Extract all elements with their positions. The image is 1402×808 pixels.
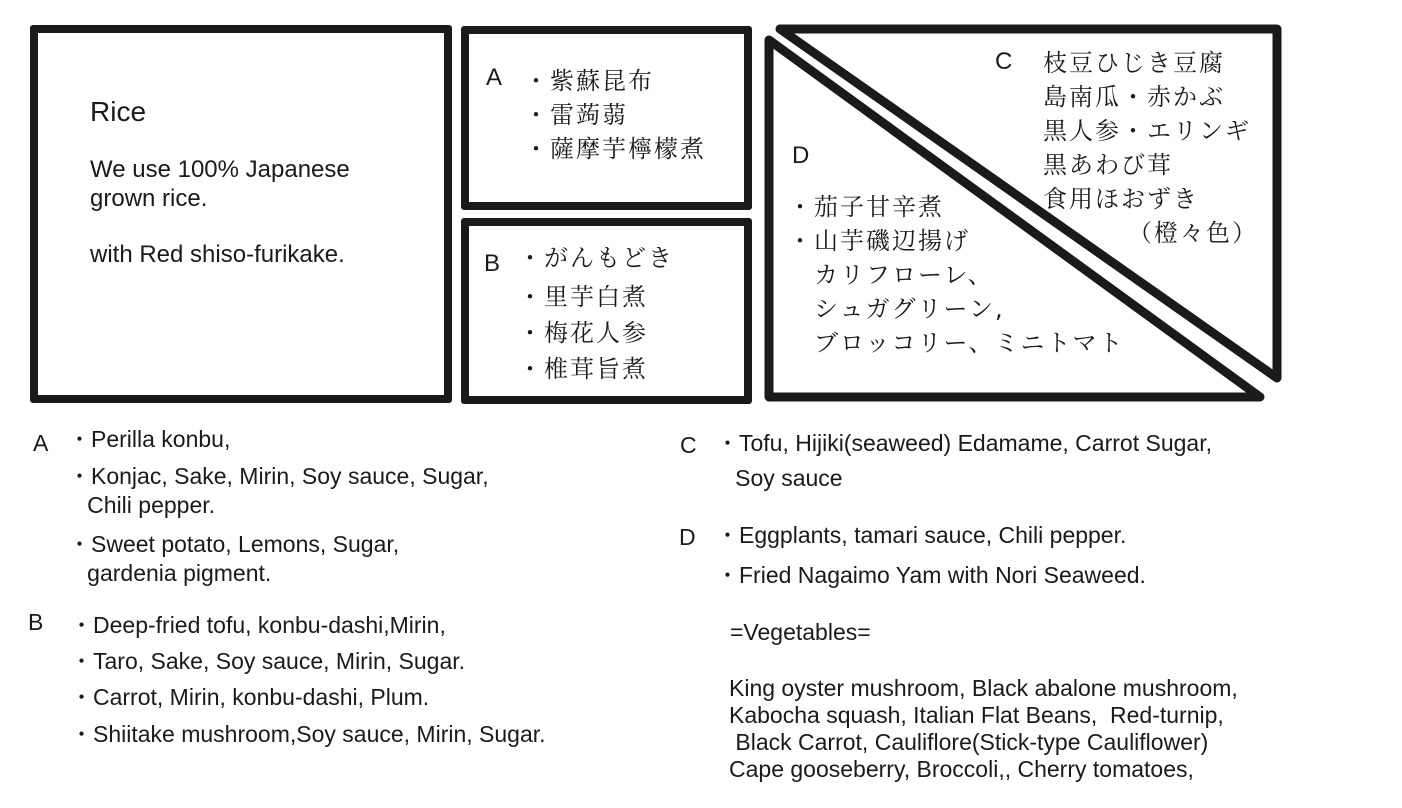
rice-line-3: with Red shiso-furikake. [90,241,345,268]
ingredient-d-letter: D [679,524,696,550]
vegetables-line: Cape gooseberry, Broccoli,, Cherry tomatoes, [729,756,1194,782]
box-d-line: ・山芋磯辺揚げ [788,227,970,255]
vegetables-heading: =Vegetables= [730,619,871,645]
box-b-item: ・椎茸旨煮 [518,355,648,383]
ingredient-c-item: Soy sauce [716,465,843,491]
box-a-item: ・紫蘇昆布 [524,67,654,95]
ingredient-a-item: ・Konjac, Sake, Mirin, Soy sauce, Sugar, [68,463,489,489]
box-d-letter: D [792,142,810,169]
ingredient-a-item: ・Perilla konbu, [68,426,231,452]
vegetables-line: Black Carrot, Cauliflore(Stick-type Cauliflower) [729,729,1209,755]
box-a-letter: A [486,64,503,91]
rice-line-1: We use 100% Japanese [90,156,350,183]
box-d-line: ・茄子甘辛煮 [788,193,944,221]
box-b-item: ・がんもどき [518,244,674,272]
ingredient-a-item: Chili pepper. [68,492,216,518]
box-b-item: ・里芋白煮 [518,283,648,311]
ingredient-d-item: ・Fried Nagaimo Yam with Nori Seaweed. [716,562,1146,588]
ingredient-a-item: gardenia pigment. [68,560,272,586]
ingredient-d-item: ・Eggplants, tamari sauce, Chili pepper. [716,522,1127,548]
box-a-item: ・雷蒟蒻 [524,101,628,129]
box-a-item: ・薩摩芋檸檬煮 [524,135,706,163]
vegetables-line: Kabocha squash, Italian Flat Beans, Red-turnip, [729,702,1224,728]
ingredient-b-item: ・Carrot, Mirin, konbu-dashi, Plum. [70,684,430,710]
rice-line-2: grown rice. [90,185,208,212]
ingredient-c-item: ・Tofu, Hijiki(seaweed) Edamame, Carrot Sugar, [716,430,1212,456]
box-c-line: （橙々色） [1128,219,1258,247]
ingredient-b-item: ・Deep-fried tofu, konbu-dashi,Mirin, [70,612,446,638]
ingredient-b-item: ・Shiitake mushroom,Soy sauce, Mirin, Sugar. [70,721,546,747]
box-c-line: 島南瓜・赤かぶ [1043,83,1225,111]
box-d-line: ブロッコリー、ミニトマト [788,329,1125,357]
ingredient-a-item: ・Sweet potato, Lemons, Sugar, [68,531,400,557]
box-d-line: カリフローレ、 [788,261,994,289]
vegetables-line: King oyster mushroom, Black abalone mushroom, [729,675,1238,701]
box-c-line: 枝豆ひじき豆腐 [1043,49,1225,77]
ingredient-a-letter: A [33,430,49,456]
rice-title: Rice [90,96,147,127]
box-c-letter: C [995,48,1013,75]
box-b-letter: B [484,250,501,277]
box-c-line: 黒人参・エリンギ [1043,117,1251,145]
ingredient-b-item: ・Taro, Sake, Soy sauce, Mirin, Sugar. [70,648,466,674]
ingredient-c-letter: C [680,432,697,458]
box-c-line: 食用ほおずき [1043,185,1199,213]
box-c-line: 黒あわび茸 [1043,151,1173,179]
box-d-line: シュガグリーン, [788,295,1005,323]
ingredient-b-letter: B [28,609,44,635]
box-b-item: ・梅花人参 [518,319,648,347]
